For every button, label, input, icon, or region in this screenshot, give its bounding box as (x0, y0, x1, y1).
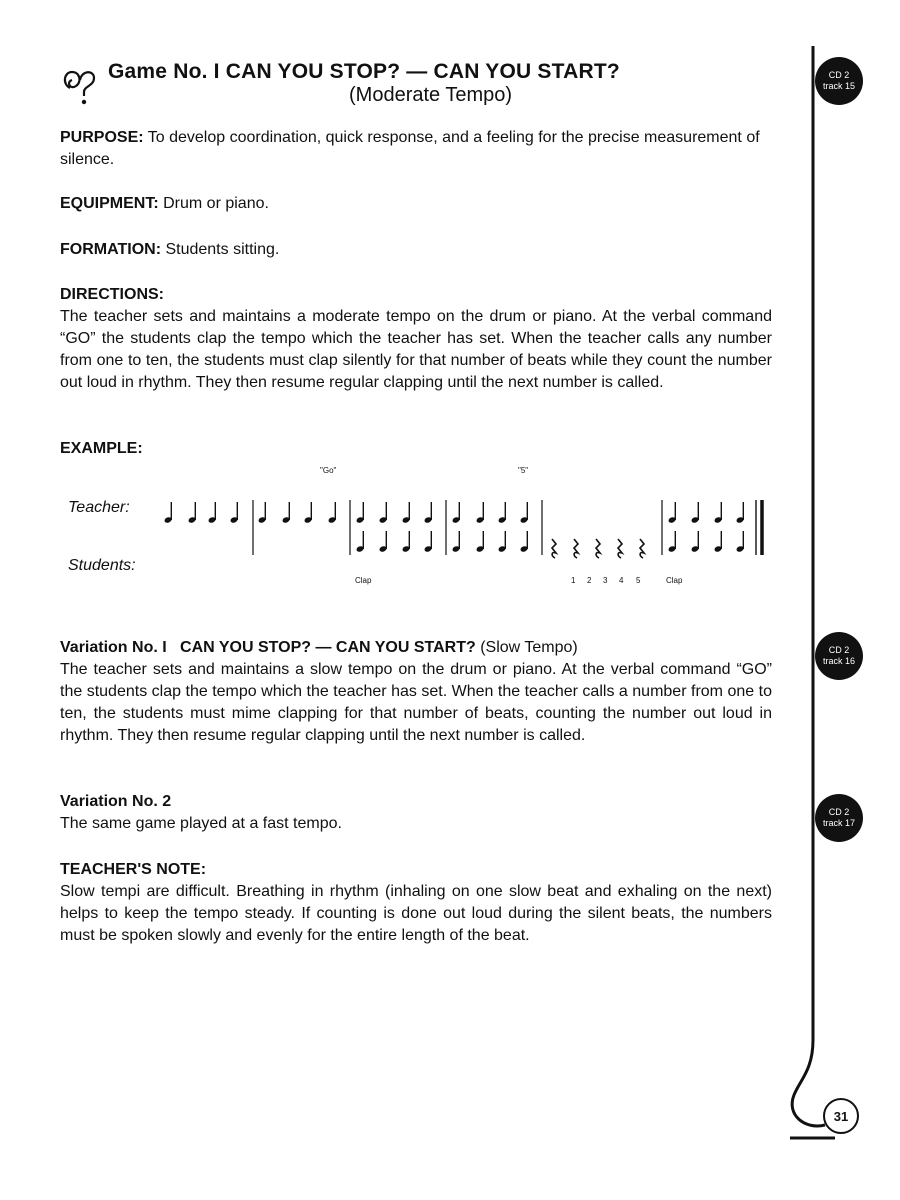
cue-go: "Go" (320, 466, 337, 475)
game-subtitle: (Moderate Tempo) (349, 84, 513, 106)
count-label: 5 (636, 576, 641, 585)
page-number: 31 (833, 1108, 849, 1124)
count-label: 4 (619, 576, 624, 585)
example-heading: EXAMPLE: (60, 440, 143, 457)
count-label: 1 (571, 576, 576, 585)
margin-rule (780, 40, 880, 1160)
clap-label: Clap (355, 576, 372, 585)
quarter-rest (596, 539, 600, 558)
cd-track-badge: CD 2 track 16 (815, 632, 863, 680)
purpose-section (60, 127, 772, 171)
quarter-rest (574, 539, 578, 558)
directions-text: The teacher sets and maintains a moderate tempo on the drum or piano. At the verbal command “GO” the students clap the tempo which the teacher has set. When the teacher calls any number from one to ten, the students must clap silently for that number of beats while they count the number out loud in rhythm. They then resume regular clapping until the next number is called. (60, 308, 772, 391)
rhythm-notation (150, 460, 780, 570)
treble-clef-icon (60, 60, 100, 106)
directions-heading: DIRECTIONS: (60, 286, 164, 303)
purpose-text: To develop coordination, quick response, and a feeling for the precise measurement of silence. (60, 129, 760, 168)
count-label: 3 (603, 576, 608, 585)
variation1-tempo: (Slow Tempo) (480, 639, 578, 656)
formation-text: Students sitting. (165, 241, 280, 258)
formation-label: FORMATION: (60, 241, 162, 258)
quarter-rest (640, 539, 644, 558)
equipment-section (60, 193, 772, 215)
teachers-note-text: Slow tempi are difficult. Breathing in rhythm (inhaling on one slow beat and exhaling on the next) helps to keep the tempo steady. If counting is done out loud during the silent beats, the numbers must be spoken slowly and evenly for the entire length of the beat. (60, 883, 772, 944)
cd-track-badge: CD 2 track 17 (815, 794, 863, 842)
students-label: Students: (68, 557, 136, 574)
variation2-text: The same game played at a fast tempo. (60, 815, 342, 832)
clap-label: Clap (666, 576, 683, 585)
equipment-label: EQUIPMENT: (60, 195, 159, 212)
teachers-note-heading: TEACHER'S NOTE: (60, 861, 207, 878)
variation2-heading: Variation No. 2 (60, 793, 172, 810)
game-title: Game No. I CAN YOU STOP? — CAN YOU START? (108, 60, 620, 83)
variation1-heading (60, 637, 772, 659)
variation1-title: Variation No. I CAN YOU STOP? — CAN YOU START? (60, 639, 476, 656)
quarter-rest (618, 539, 622, 558)
quarter-rest (552, 539, 556, 558)
variation1-text: The teacher sets and maintains a slow tempo on the drum or piano. At the verbal command “GO” the students clap the tempo which the teacher has set. When the teacher calls a number from one to ten, the students must mime clapping for that number of beats, counting the number out loud in rhythm. They then resume regular clapping until the next number is called. (60, 661, 772, 744)
cue-five: "5" (518, 466, 529, 475)
purpose-label: PURPOSE: (60, 129, 144, 146)
equipment-text: Drum or piano. (163, 195, 269, 212)
cd-track-badge: CD 2 track 15 (815, 57, 863, 105)
count-label: 2 (587, 576, 592, 585)
page-number-badge (823, 1098, 859, 1134)
teacher-label: Teacher: (68, 499, 130, 516)
formation-section (60, 239, 772, 261)
